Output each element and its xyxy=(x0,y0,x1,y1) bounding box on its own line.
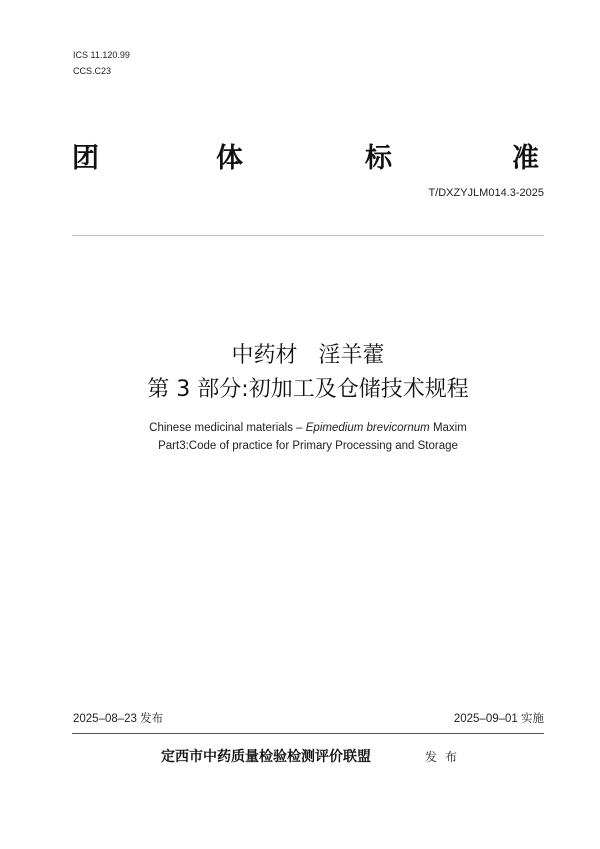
standard-type-title xyxy=(72,136,544,174)
implementation-date: 2025–09–01 实施 xyxy=(453,713,544,725)
standard-type-char: 团 xyxy=(72,143,99,174)
publish-date: 2025–08–23 发布 xyxy=(73,713,164,725)
english-title-line-1 xyxy=(0,422,600,434)
english-title-latin-name: Epimedium brevicornum xyxy=(305,422,430,434)
bottom-divider xyxy=(72,733,544,734)
standard-type-char: 准 xyxy=(512,143,539,174)
top-divider xyxy=(72,235,544,236)
ics-code: ICS 11.120.99 xyxy=(73,50,130,60)
english-title-prefix: Chinese medicinal materials – xyxy=(149,422,306,434)
chinese-title-line-2: 第 3 部分:初加工及仓储技术规程 xyxy=(147,377,469,402)
standard-type-char: 体 xyxy=(216,143,243,174)
english-title-suffix: Maxim xyxy=(429,422,467,434)
issue-label: 发布 xyxy=(425,750,466,764)
chinese-title-line-1: 中药材 淫羊藿 xyxy=(231,343,385,368)
standard-type-char: 标 xyxy=(365,143,392,174)
issuing-organization: 定西市中药质量检验检测评价联盟 xyxy=(161,749,371,765)
english-title-line-2: Part3:Code of practice for Primary Processing and Storage xyxy=(158,440,458,452)
standard-number: T/DXZYJLM014.3-2025 xyxy=(428,187,544,199)
ccs-code: CCS.C23 xyxy=(73,66,112,76)
